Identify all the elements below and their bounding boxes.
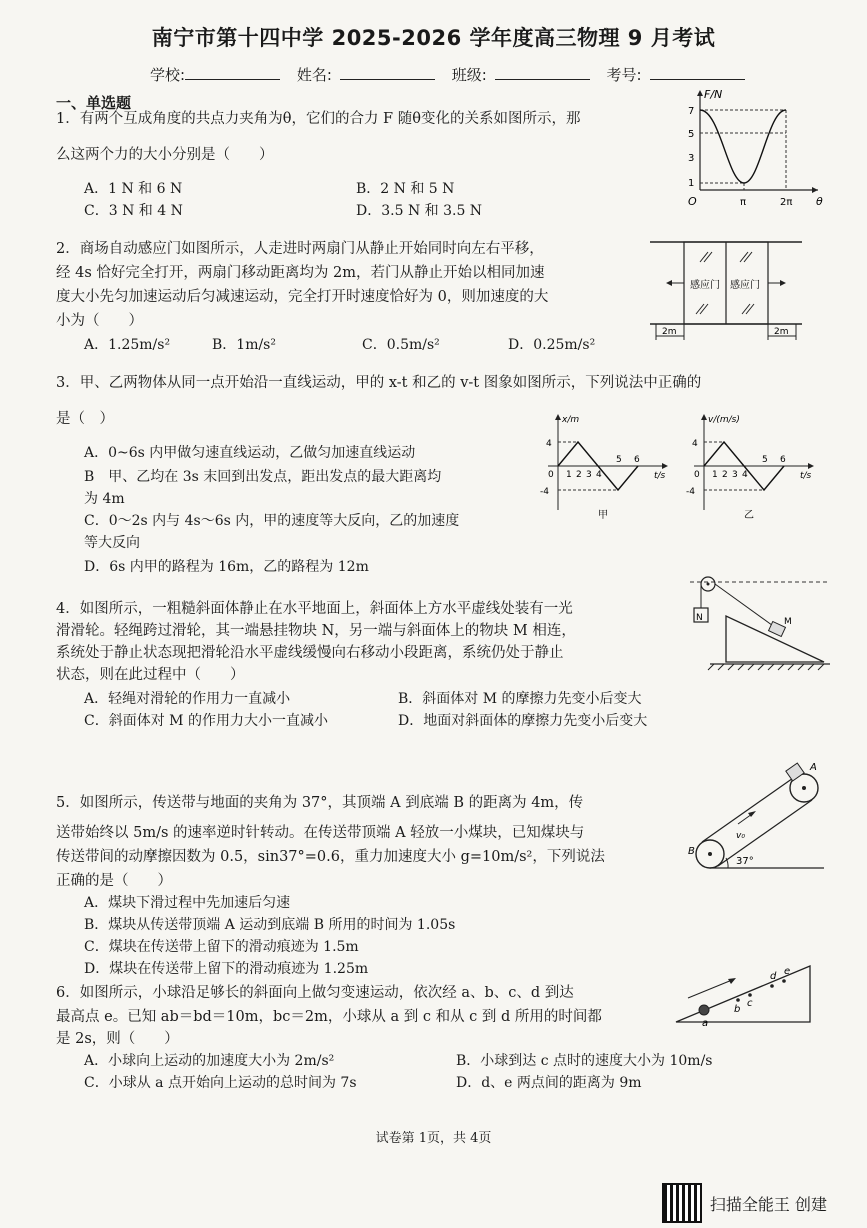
q2-option-c[interactable]: C．0.5m/s² xyxy=(362,337,440,353)
question-5-line-4: 正确的是（ ） xyxy=(56,873,172,889)
q3-jia-t6: 6 xyxy=(634,455,640,465)
q3-jia-t3: 3 xyxy=(586,470,592,480)
q3-option-a[interactable]: A．0~6s 内甲做匀速直线运动，乙做匀加速直线运动 xyxy=(84,445,416,461)
q3-yi-caption: 乙 xyxy=(744,510,754,521)
qr-code-icon xyxy=(662,1183,702,1223)
q1-fig-y1: 1 xyxy=(688,178,695,189)
q5-option-c[interactable]: C．煤块在传送带上留下的滑动痕迹为 1.5m xyxy=(84,939,359,955)
q6-fig-e: e xyxy=(784,966,791,977)
q6-fig-c: c xyxy=(747,998,753,1009)
question-2-line-1: 2．商场自动感应门如图所示，人走进时两扇门从静止开始同时向左右平移， xyxy=(56,241,544,257)
page-footer: 试卷第 1页，共 4页 xyxy=(375,1131,492,1146)
q4-fig-block-m: M xyxy=(784,617,792,627)
q3-yi-y4: 4 xyxy=(692,439,698,449)
q4-option-a[interactable]: A．轻绳对滑轮的作用力一直减小 xyxy=(84,691,291,707)
q3-jia-yneg4: -4 xyxy=(540,487,549,497)
q2-fig-dist-right: 2m xyxy=(774,327,789,337)
question-4-line-3: 系统处于静止状态现把滑轮沿水平虚线缓慢向右移动小段距离，系统仍处于静止 xyxy=(56,645,564,661)
q3-figure-jia-xt-graph xyxy=(534,410,674,522)
question-2-line-3: 度大小先匀加速运动后匀减速运动，完全打开时速度恰好为 0，则加速度的大 xyxy=(56,289,549,305)
q3-jia-origin: 0 xyxy=(548,470,554,480)
q5-figure-conveyor xyxy=(684,758,834,880)
question-3-line-1: 3．甲、乙两物体从同一点开始沿一直线运动，甲的 x-t 和乙的 v-t 图象如图所示，下列说法中正确的 xyxy=(56,375,702,391)
q3-yi-t5: 5 xyxy=(762,455,768,465)
scanner-watermark xyxy=(662,1183,827,1223)
q5-fig-b: B xyxy=(688,846,695,857)
q6-option-c[interactable]: C．小球从 a 点开始向上运动的总时间为 7s xyxy=(84,1075,357,1091)
question-4-line-4: 状态，则在此过程中（ ） xyxy=(56,667,245,683)
q3-jia-ylabel: x/m xyxy=(562,415,580,425)
q5-option-b[interactable]: B．煤块从传送带顶端 A 运动到底端 B 所用的时间为 1.05s xyxy=(84,917,456,933)
q1-fig-origin: O xyxy=(688,195,697,208)
q4-option-c[interactable]: C．斜面体对 M 的作用力大小一直减小 xyxy=(84,713,328,729)
q1-fig-ylabel: F/N xyxy=(704,88,723,101)
q3-figure-yi-vt-graph xyxy=(680,410,820,522)
question-5-line-3: 传送带间的动摩擦因数为 0.5，sin37°=0.6，重力加速度大小 g=10m/s²，下列说法 xyxy=(56,849,605,865)
q2-option-b[interactable]: B．1m/s² xyxy=(212,337,276,353)
q2-figure-sliding-doors xyxy=(646,236,806,344)
q4-option-b[interactable]: B．斜面体对 M 的摩擦力先变小后变大 xyxy=(398,691,642,707)
class-field[interactable] xyxy=(495,65,590,80)
q6-option-b[interactable]: B．小球到达 c 点时的速度大小为 10m/s xyxy=(456,1053,713,1069)
question-2-line-4: 小为（ ） xyxy=(56,313,143,329)
q2-fig-door-left: 感应门 xyxy=(690,280,720,291)
question-6-line-2: 最高点 e。已知 ab＝bd＝10m，bc＝2m，小球从 a 到 c 和从 c 到 d 所用的时间都 xyxy=(56,1009,602,1025)
q3-jia-xlabel: t/s xyxy=(654,471,666,481)
q1-option-b[interactable]: B．2 N 和 5 N xyxy=(356,181,455,197)
q3-jia-t5: 5 xyxy=(616,455,622,465)
q3-yi-t3: 3 xyxy=(732,470,738,480)
question-3-line-2: 是（ ） xyxy=(56,411,114,427)
q1-fig-x2pi: 2π xyxy=(780,197,793,208)
q6-fig-d: d xyxy=(770,971,777,982)
q4-fig-block-n: N xyxy=(696,613,703,623)
q1-fig-y3: 3 xyxy=(688,153,695,164)
scanner-label: 扫描全能王 创建 xyxy=(709,1194,827,1214)
q3-yi-t2: 2 xyxy=(722,470,728,480)
q1-fig-xpi: π xyxy=(740,197,747,208)
question-4-line-1: 4．如图所示，一粗糙斜面体静止在水平地面上，斜面体上方水平虚线处装有一光 xyxy=(56,601,573,617)
q3-option-b-line-2[interactable]: 为 4m xyxy=(84,491,125,507)
number-field[interactable] xyxy=(650,65,745,80)
q1-option-d[interactable]: D．3.5 N 和 3.5 N xyxy=(356,203,483,219)
q3-yi-t1: 1 xyxy=(712,470,718,480)
q6-fig-b: b xyxy=(734,1004,741,1015)
q5-option-a[interactable]: A．煤块下滑过程中先加速后匀速 xyxy=(84,895,291,911)
q3-option-c-line-2[interactable]: 等大反向 xyxy=(84,535,140,551)
q4-figure-incline-pulley xyxy=(684,570,834,674)
question-5-line-1: 5．如图所示，传送带与地面的夹角为 37°，其顶端 A 到底端 B 的距离为 4m，传 xyxy=(56,795,584,811)
q1-figure-force-graph xyxy=(680,86,830,210)
question-6-line-3: 是 2s，则（ ） xyxy=(56,1031,179,1047)
question-4-line-2: 滑滑轮。轻绳跨过滑轮，其一端悬挂物块 N，另一端与斜面体上的物块 M 相连， xyxy=(56,623,576,639)
q3-yi-t4: 4 xyxy=(742,470,748,480)
number-label: 考号: xyxy=(606,66,642,84)
question-6-line-1: 6．如图所示，小球沿足够长的斜面向上做匀变速运动，依次经 a、b、c、d 到达 xyxy=(56,985,574,1001)
page-title: 南宁市第十四中学 2025-2026 学年度高三物理 9 月考试 xyxy=(151,26,716,50)
q1-option-a[interactable]: A．1 N 和 6 N xyxy=(84,181,183,197)
school-field[interactable] xyxy=(185,65,280,80)
q4-option-d[interactable]: D．地面对斜面体的摩擦力先变小后变大 xyxy=(398,713,648,729)
q2-fig-dist-left: 2m xyxy=(662,327,677,337)
q3-jia-t2: 2 xyxy=(576,470,582,480)
question-1-line-2: 么这两个力的大小分别是（ ） xyxy=(56,147,274,163)
q3-jia-t4: 4 xyxy=(596,470,602,480)
q3-yi-xlabel: t/s xyxy=(800,471,812,481)
q5-option-d[interactable]: D．煤块在传送带上留下的滑动痕迹为 1.25m xyxy=(84,961,369,977)
q3-yi-yneg4: -4 xyxy=(686,487,695,497)
name-field[interactable] xyxy=(340,65,435,80)
q3-jia-y4: 4 xyxy=(546,439,552,449)
q6-option-d[interactable]: D．d、e 两点间的距离为 9m xyxy=(456,1075,642,1091)
q3-jia-t1: 1 xyxy=(566,470,572,480)
q1-option-c[interactable]: C．3 N 和 4 N xyxy=(84,203,183,219)
question-1-line-1: 1．有两个互成角度的共点力夹角为θ，它们的合力 F 随θ变化的关系如图所示，那 xyxy=(56,111,581,127)
q1-fig-y7: 7 xyxy=(688,106,695,117)
q3-option-c-line-1[interactable]: C．0～2s 内与 4s～6s 内，甲的速度等大反向，乙的加速度 xyxy=(84,513,460,529)
question-2-line-2: 经 4s 恰好完全打开，两扇门移动距离均为 2m，若门从静止开始以相同加速 xyxy=(56,265,545,281)
q6-option-a[interactable]: A．小球向上运动的加速度大小为 2m/s² xyxy=(84,1053,335,1069)
q3-yi-origin: 0 xyxy=(694,470,700,480)
question-5-line-2: 送带始终以 5m/s 的速率逆时针转动。在传送带顶端 A 轻放一小煤块，已知煤块与 xyxy=(56,825,585,841)
q3-yi-t6: 6 xyxy=(780,455,786,465)
section-heading: 一、单选题 xyxy=(56,94,132,112)
q3-yi-ylabel: v/(m/s) xyxy=(708,415,740,425)
name-label: 姓名: xyxy=(296,66,332,84)
q2-fig-door-right: 感应门 xyxy=(730,280,760,291)
q6-fig-a: a xyxy=(702,1018,709,1028)
class-label: 班级: xyxy=(451,66,487,84)
q2-option-d[interactable]: D．0.25m/s² xyxy=(508,337,596,353)
q3-option-d[interactable]: D．6s 内甲的路程为 16m，乙的路程为 12m xyxy=(84,559,369,575)
student-info-line xyxy=(150,64,745,85)
q2-option-a[interactable]: A．1.25m/s² xyxy=(84,337,171,353)
q5-fig-a: A xyxy=(810,762,817,773)
q5-fig-v0: v₀ xyxy=(736,831,745,841)
q3-option-b-line-1[interactable]: B 甲、乙均在 3s 末回到出发点，距出发点的最大距离均 xyxy=(84,469,442,485)
q3-jia-caption: 甲 xyxy=(598,510,608,521)
q6-figure-incline-ball xyxy=(672,960,822,1028)
school-label: 学校: xyxy=(150,66,186,84)
q1-fig-xlabel: θ xyxy=(816,195,823,208)
q5-fig-angle: 37° xyxy=(736,856,754,867)
q1-fig-y5: 5 xyxy=(688,129,695,140)
